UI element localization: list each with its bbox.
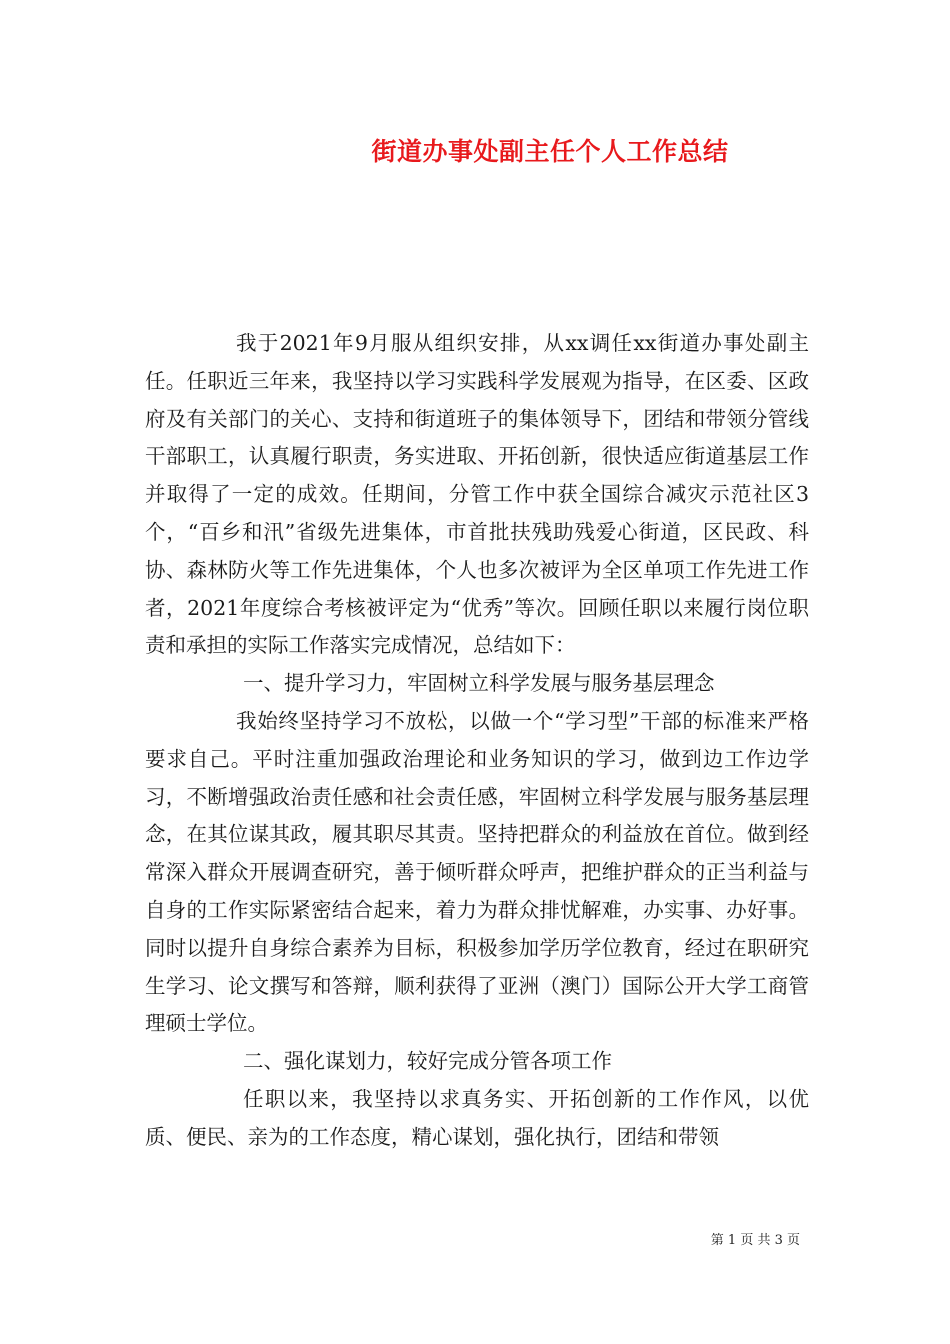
document-body [145,325,809,1157]
page-number: 第 1 页 共 3 页 [710,1233,800,1248]
document-title: 街道办事处副主任个人工作总结 [371,137,729,166]
paragraph-intro: 我于2021年9月服从组织安排，从xx调任xx街道办事处副主任。任职近三年来，我坚持以学习实践科学发展观为指导，在区委、区政府及有关部门的关心、支持和街道班子的集体领导下，团结和带领分管线干部职工，认真履行职责，务实进取、开拓创新，很快适应街道基层工作并取得了一定的成效。任期间，分管工作中获全国综合减灾示范社区3个，“百乡和汛”省级先进集体，市首批扶残助残爱心街道，区民政、科协、森林防火等工作先进集体，个人也多次被评为全区单项工作先进工作者，2021年度综合考核被评定为“优秀”等次。回顾任职以来履行岗位职责和承担的实际工作落实完成情况，总结如下： [145,331,809,658]
section-heading-1: 一、提升学习力，牢固树立科学发展与服务基层理念 [243,671,715,696]
section-heading-2: 二、强化谋划力，较好完成分管各项工作 [243,1049,612,1074]
paragraph-section-2: 任职以来，我坚持以求真务实、开拓创新的工作作风，以优质、便民、亲为的工作态度，精心谋划，强化执行，团结和带领 [145,1086,809,1149]
paragraph-section-1: 我始终坚持学习不放松，以做一个“学习型”干部的标准来严格要求自己。平时注重加强政治理论和业务知识的学习，做到边工作边学习，不断增强政治责任感和社会责任感，牢固树立科学发展与服务基层理念，在其位谋其政，履其职尽其责。坚持把群众的利益放在首位。做到经常深入群众开展调查研究，善于倾听群众呼声，把维护群众的正当利益与自身的工作实际紧密结合起来，着力为群众排忧解难，办实事、办好事。同时以提升自身综合素养为目标，积极参加学历学位教育，经过在职研究生学习、论文撰写和答辩，顺利获得了亚洲（澳门）国际公开大学工商管理硕士学位。 [145,708,809,1036]
